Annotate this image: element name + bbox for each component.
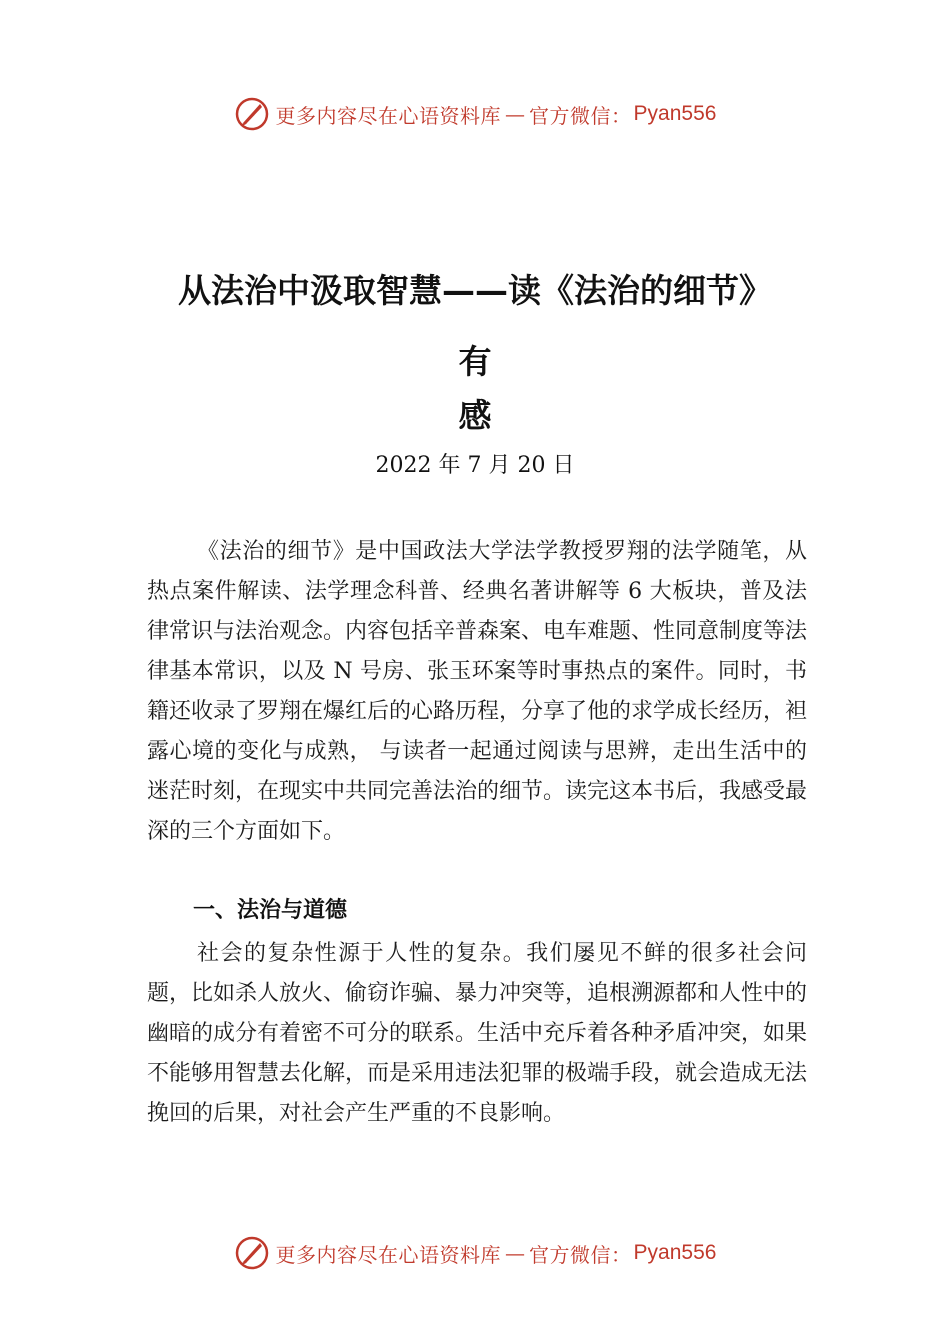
document-title-line-1: 从法治中汲取智慧——读《法治的细节》 — [178, 271, 772, 310]
banner-separator: — — [505, 1241, 526, 1265]
header-banner — [0, 94, 950, 134]
banner-wechat-id: Pyan556 — [633, 1241, 717, 1264]
banner-separator: — — [505, 102, 526, 126]
paragraph-section-1: 社会的复杂性源于人性的复杂。我们屡见不鲜的很多社会问题，比如杀人放火、偷窃诈骗、暴力冲突等，追根溯源都和人性中的幽暗的成分有着密不可分的联系。生活中充斥着各种矛盾冲突，如果不能够用智慧去化解，而是采用违法犯罪的极端手段，就会造成无法挽回的后果，对社会产生严重的不良影响。 — [147, 941, 808, 1126]
quill-logo-icon — [234, 1235, 270, 1271]
document-date: 2022 年 7 月 20 日 — [375, 453, 575, 478]
footer-banner — [0, 1233, 950, 1273]
document-title-line-2: 有 — [458, 342, 492, 381]
document-title-line-3: 感 — [458, 396, 492, 435]
section-heading-1: 一、法治与道德 — [193, 898, 348, 923]
paragraph-intro: 《法治的细节》是中国政法大学法学教授罗翔的法学随笔，从热点案件解读、法学理念科普、经典名著讲解等 6 大板块，普及法律常识与法治观念。内容包括辛普森案、电车难题、性同意制度等法律基本常识，以及 N 号房、张玉环案等时事热点的案件。同时，书籍还收录了罗翔在爆红后的心路历程，分享了他的求学成长经历，袒露心境的变化与成熟， 与读者一起通过阅读与思辨，走出生活中的迷茫时刻，在现实中共同完善法治的细节。读完这本书后，我感受最深的三个方面如下。 — [147, 539, 808, 844]
banner-wechat-id: Pyan556 — [633, 102, 717, 125]
banner-wechat-label: 官方微信： — [529, 103, 632, 128]
banner-wechat-label: 官方微信： — [529, 1242, 632, 1267]
banner-text: 更多内容尽在心语资料库 — [275, 1242, 502, 1267]
banner-text: 更多内容尽在心语资料库 — [275, 103, 502, 128]
quill-logo-icon — [234, 96, 270, 132]
